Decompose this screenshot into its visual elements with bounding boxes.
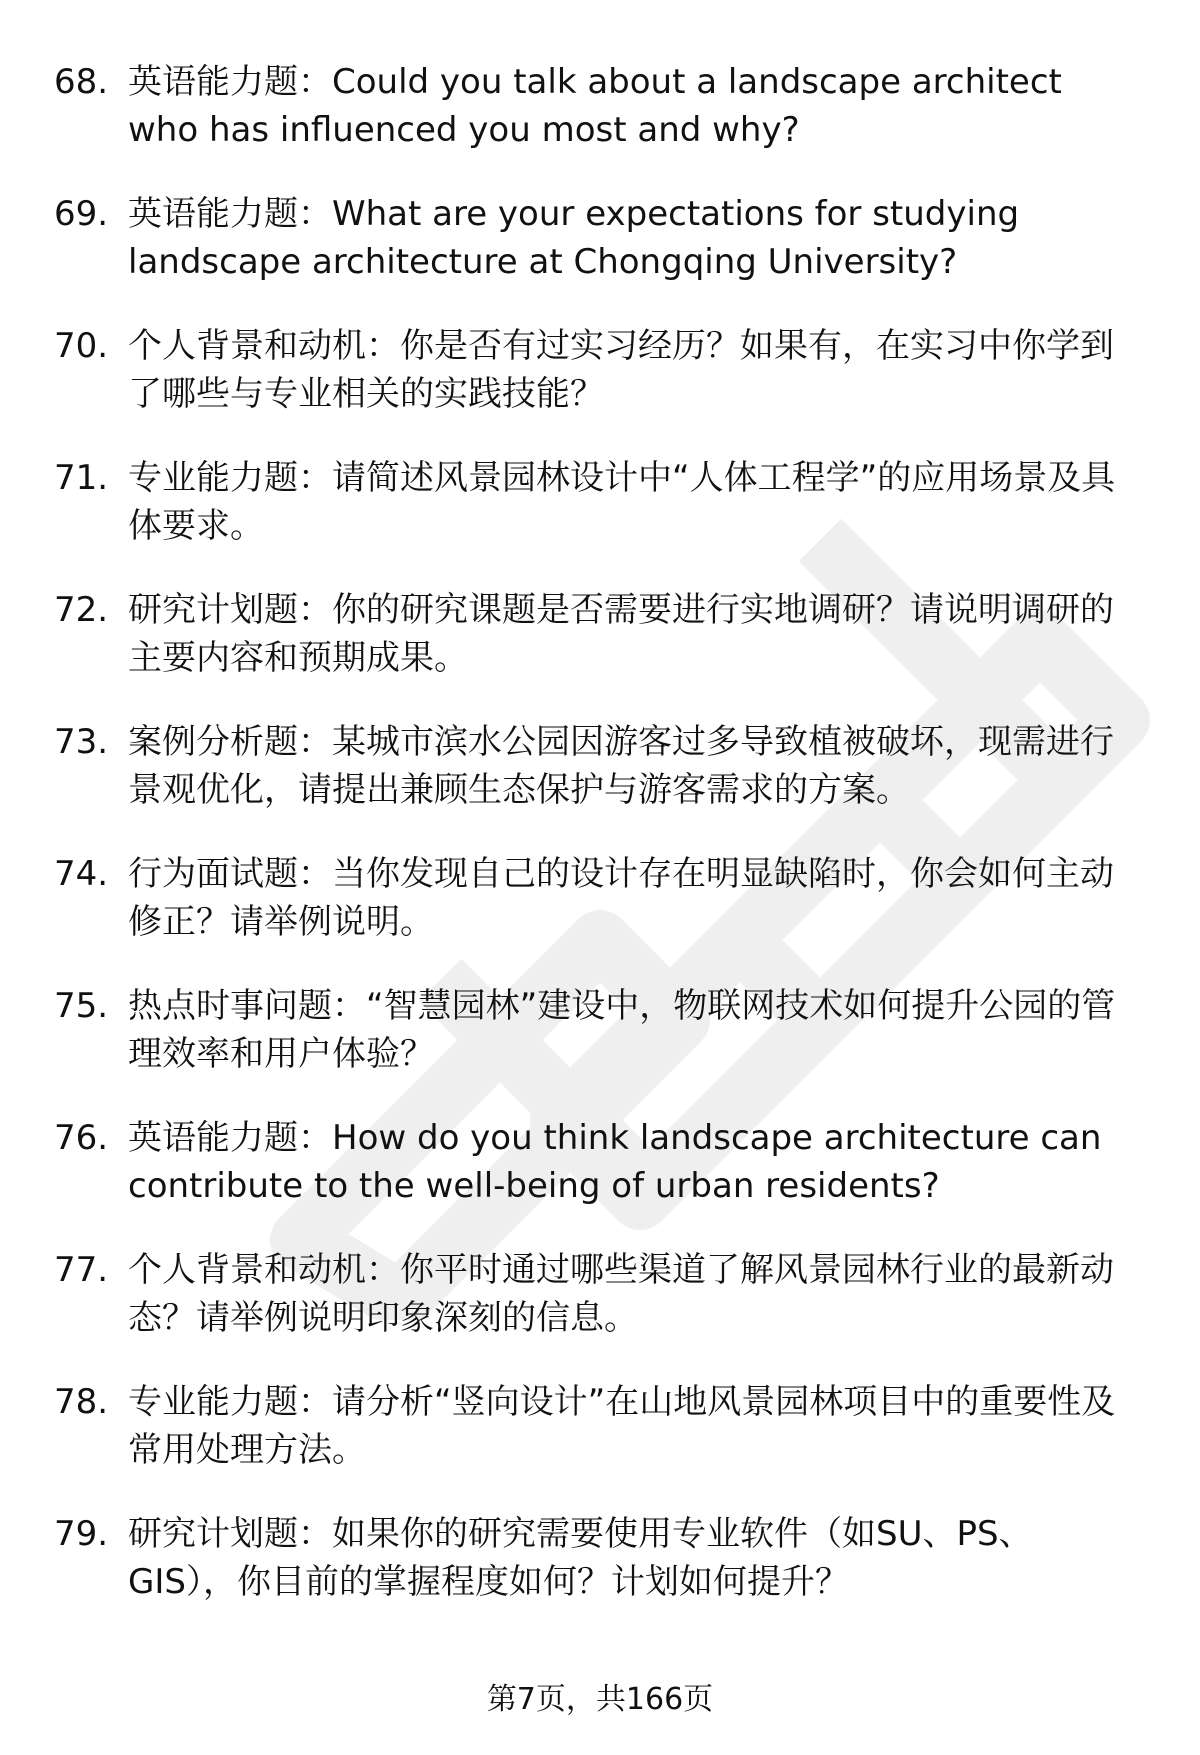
question-text: 研究计划题：如果你的研究需要使用专业软件（如SU、PS、GIS），你目前的掌握程度如何？计划如何提升？ bbox=[128, 1514, 1033, 1602]
question-text: 热点时事问题：“智慧园林”建设中，物联网技术如何提升公园的管理效率和用户体验？ bbox=[128, 986, 1116, 1074]
question-number: 68. bbox=[54, 62, 109, 102]
question-item bbox=[0, 322, 1200, 454]
question-number: 76. bbox=[54, 1118, 109, 1158]
question-item bbox=[0, 58, 1200, 190]
question-number: 74. bbox=[54, 854, 109, 894]
question-number: 75. bbox=[54, 986, 109, 1026]
question-text: 个人背景和动机：你平时通过哪些渠道了解风景园林行业的最新动态？请举例说明印象深刻的信息。 bbox=[128, 1250, 1114, 1338]
question-list bbox=[0, 58, 1200, 1642]
question-item bbox=[0, 1378, 1200, 1510]
question-text: 专业能力题：请简述风景园林设计中“人体工程学”的应用场景及具体要求。 bbox=[128, 458, 1116, 546]
question-number: 70. bbox=[54, 326, 109, 366]
question-item bbox=[0, 1114, 1200, 1246]
question-item bbox=[0, 1510, 1200, 1642]
question-item bbox=[0, 718, 1200, 850]
question-item bbox=[0, 586, 1200, 718]
question-number: 69. bbox=[54, 194, 109, 234]
question-text: 英语能力题：How do you think landscape architecture can contribute to the well-being of urban residents? bbox=[128, 1118, 1102, 1206]
question-number: 71. bbox=[54, 458, 109, 498]
question-text: 案例分析题：某城市滨水公园因游客过多导致植被破坏，现需进行景观优化，请提出兼顾生态保护与游客需求的方案。 bbox=[128, 722, 1114, 810]
question-number: 78. bbox=[54, 1382, 109, 1422]
question-item bbox=[0, 982, 1200, 1114]
question-item bbox=[0, 1246, 1200, 1378]
question-number: 79. bbox=[54, 1514, 109, 1554]
question-item bbox=[0, 850, 1200, 982]
question-text: 英语能力题：What are your expectations for studying landscape architecture at Chongqing University? bbox=[128, 194, 1020, 282]
question-item bbox=[0, 190, 1200, 322]
question-text: 专业能力题：请分析“竖向设计”在山地风景园林项目中的重要性及常用处理方法。 bbox=[128, 1382, 1116, 1470]
question-number: 72. bbox=[54, 590, 109, 630]
question-number: 77. bbox=[54, 1250, 109, 1290]
question-text: 研究计划题：你的研究课题是否需要进行实地调研？请说明调研的主要内容和预期成果。 bbox=[128, 590, 1114, 678]
question-item bbox=[0, 454, 1200, 586]
page-footer: 第7页，共166页 bbox=[486, 1682, 714, 1717]
question-text: 个人背景和动机：你是否有过实习经历？如果有，在实习中你学到了哪些与专业相关的实践技能？ bbox=[128, 326, 1114, 414]
question-text: 英语能力题：Could you talk about a landscape architect who has influenced you most and why? bbox=[128, 62, 1062, 150]
question-text: 行为面试题：当你发现自己的设计存在明显缺陷时，你会如何主动修正？请举例说明。 bbox=[128, 854, 1114, 942]
question-number: 73. bbox=[54, 722, 109, 762]
